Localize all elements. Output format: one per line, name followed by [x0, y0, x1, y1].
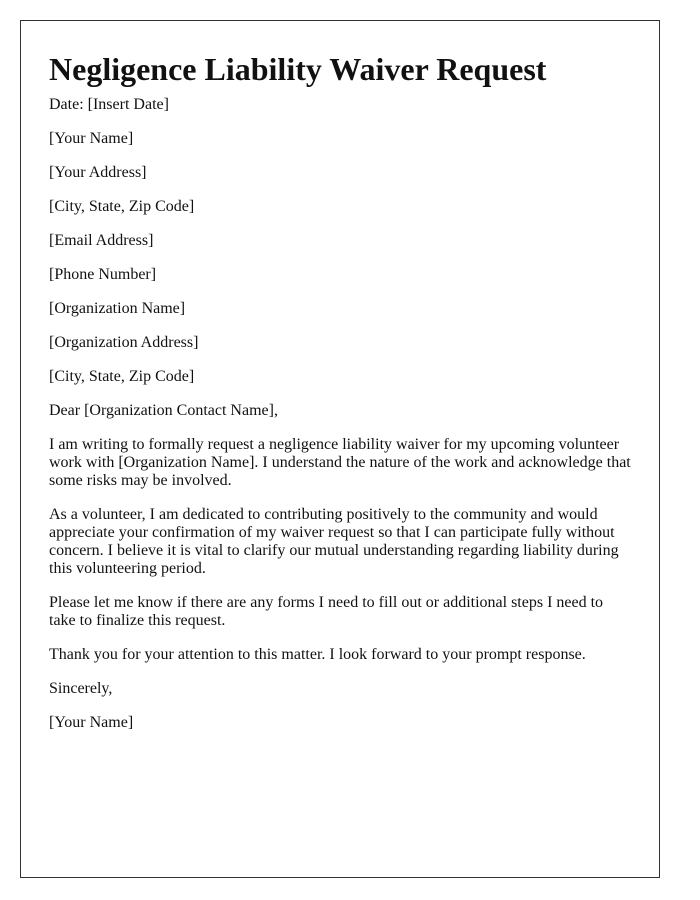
- recipient-organization-address: [Organization Address]: [49, 334, 199, 351]
- body-paragraph: Please let me know if there are any forms I need to fill out or additional steps I need to take to finalize this request.: [49, 594, 604, 629]
- letter-page: [20, 20, 660, 878]
- recipient-organization-name: [Organization Name]: [49, 300, 186, 317]
- sender-address: [Your Address]: [49, 164, 147, 181]
- body-paragraph: Thank you for your attention to this matter. I look forward to your prompt response.: [49, 646, 586, 663]
- sender-name: [Your Name]: [49, 130, 134, 147]
- salutation: Dear [Organization Contact Name],: [49, 402, 278, 419]
- closing: Sincerely,: [49, 680, 113, 697]
- body-paragraph: I am writing to formally request a negligence liability waiver for my upcoming volunteer work with [Organization Name]. I understand the nature of the work and acknowledge that some risks may be involved.: [49, 436, 631, 489]
- recipient-city-state-zip: [City, State, Zip Code]: [49, 368, 195, 385]
- body-paragraph: As a volunteer, I am dedicated to contributing positively to the community and would appreciate your confirmation of my waiver request so that I can participate fully without concern. I believe it is vital to clarify our mutual understanding regarding liability during this volunteering period.: [49, 506, 619, 577]
- sender-email: [Email Address]: [49, 232, 154, 249]
- sender-phone: [Phone Number]: [49, 266, 157, 283]
- letter-title: Negligence Liability Waiver Request: [49, 51, 547, 87]
- date-line: Date: [Insert Date]: [49, 96, 169, 113]
- sender-city-state-zip: [City, State, Zip Code]: [49, 198, 195, 215]
- signature: [Your Name]: [49, 714, 134, 731]
